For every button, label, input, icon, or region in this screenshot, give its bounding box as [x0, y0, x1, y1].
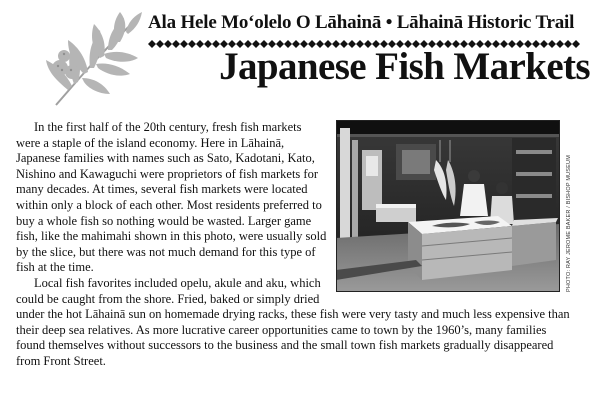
paragraph-1: In the first half of the 20th century, fresh fish markets were a staple of the island economy. Here in Lāhainā, Japanese families with names such as Sato, Kadotani, Kato, Nishino and Kawaguchi were proprietors of fish markets for many decades. At times, several fish markets were located within only a block of each other. Most residents preferred to buy a whole fish so nothing would be wasted. Larger game fish, like the mahimahi shown in this photo, were usually sold by the slice, but there was not much demand for this type of fish at the time. [16, 120, 327, 275]
article-body [16, 120, 576, 370]
fish-market-photo [336, 120, 560, 292]
paragraph-2: Local fish favorites included opelu, akule and aku, which could be caught from the shore. Fried, baked or simply dried under the hot Lāhainā sun on homemade drying racks, these fish were very tasty and much less expensive than their deep sea relatives. As more lucrative career opportunities came to town by the 1960’s, many families found themselves without successors to the business and the small town fish markets gradually disappeared from Front Street. [16, 275, 570, 368]
photo-figure [336, 120, 576, 292]
trail-name-heading: Ala Hele Moʻolelo O Lāhainā • Lāhainā Historic Trail [148, 12, 575, 33]
breadfruit-leaf-icon [38, 10, 148, 110]
page-title: Japanese Fish Markets [219, 45, 590, 88]
photo-credit: PHOTO: RAY JEROME BAKER / BISHOP MUSEUM [566, 155, 572, 292]
